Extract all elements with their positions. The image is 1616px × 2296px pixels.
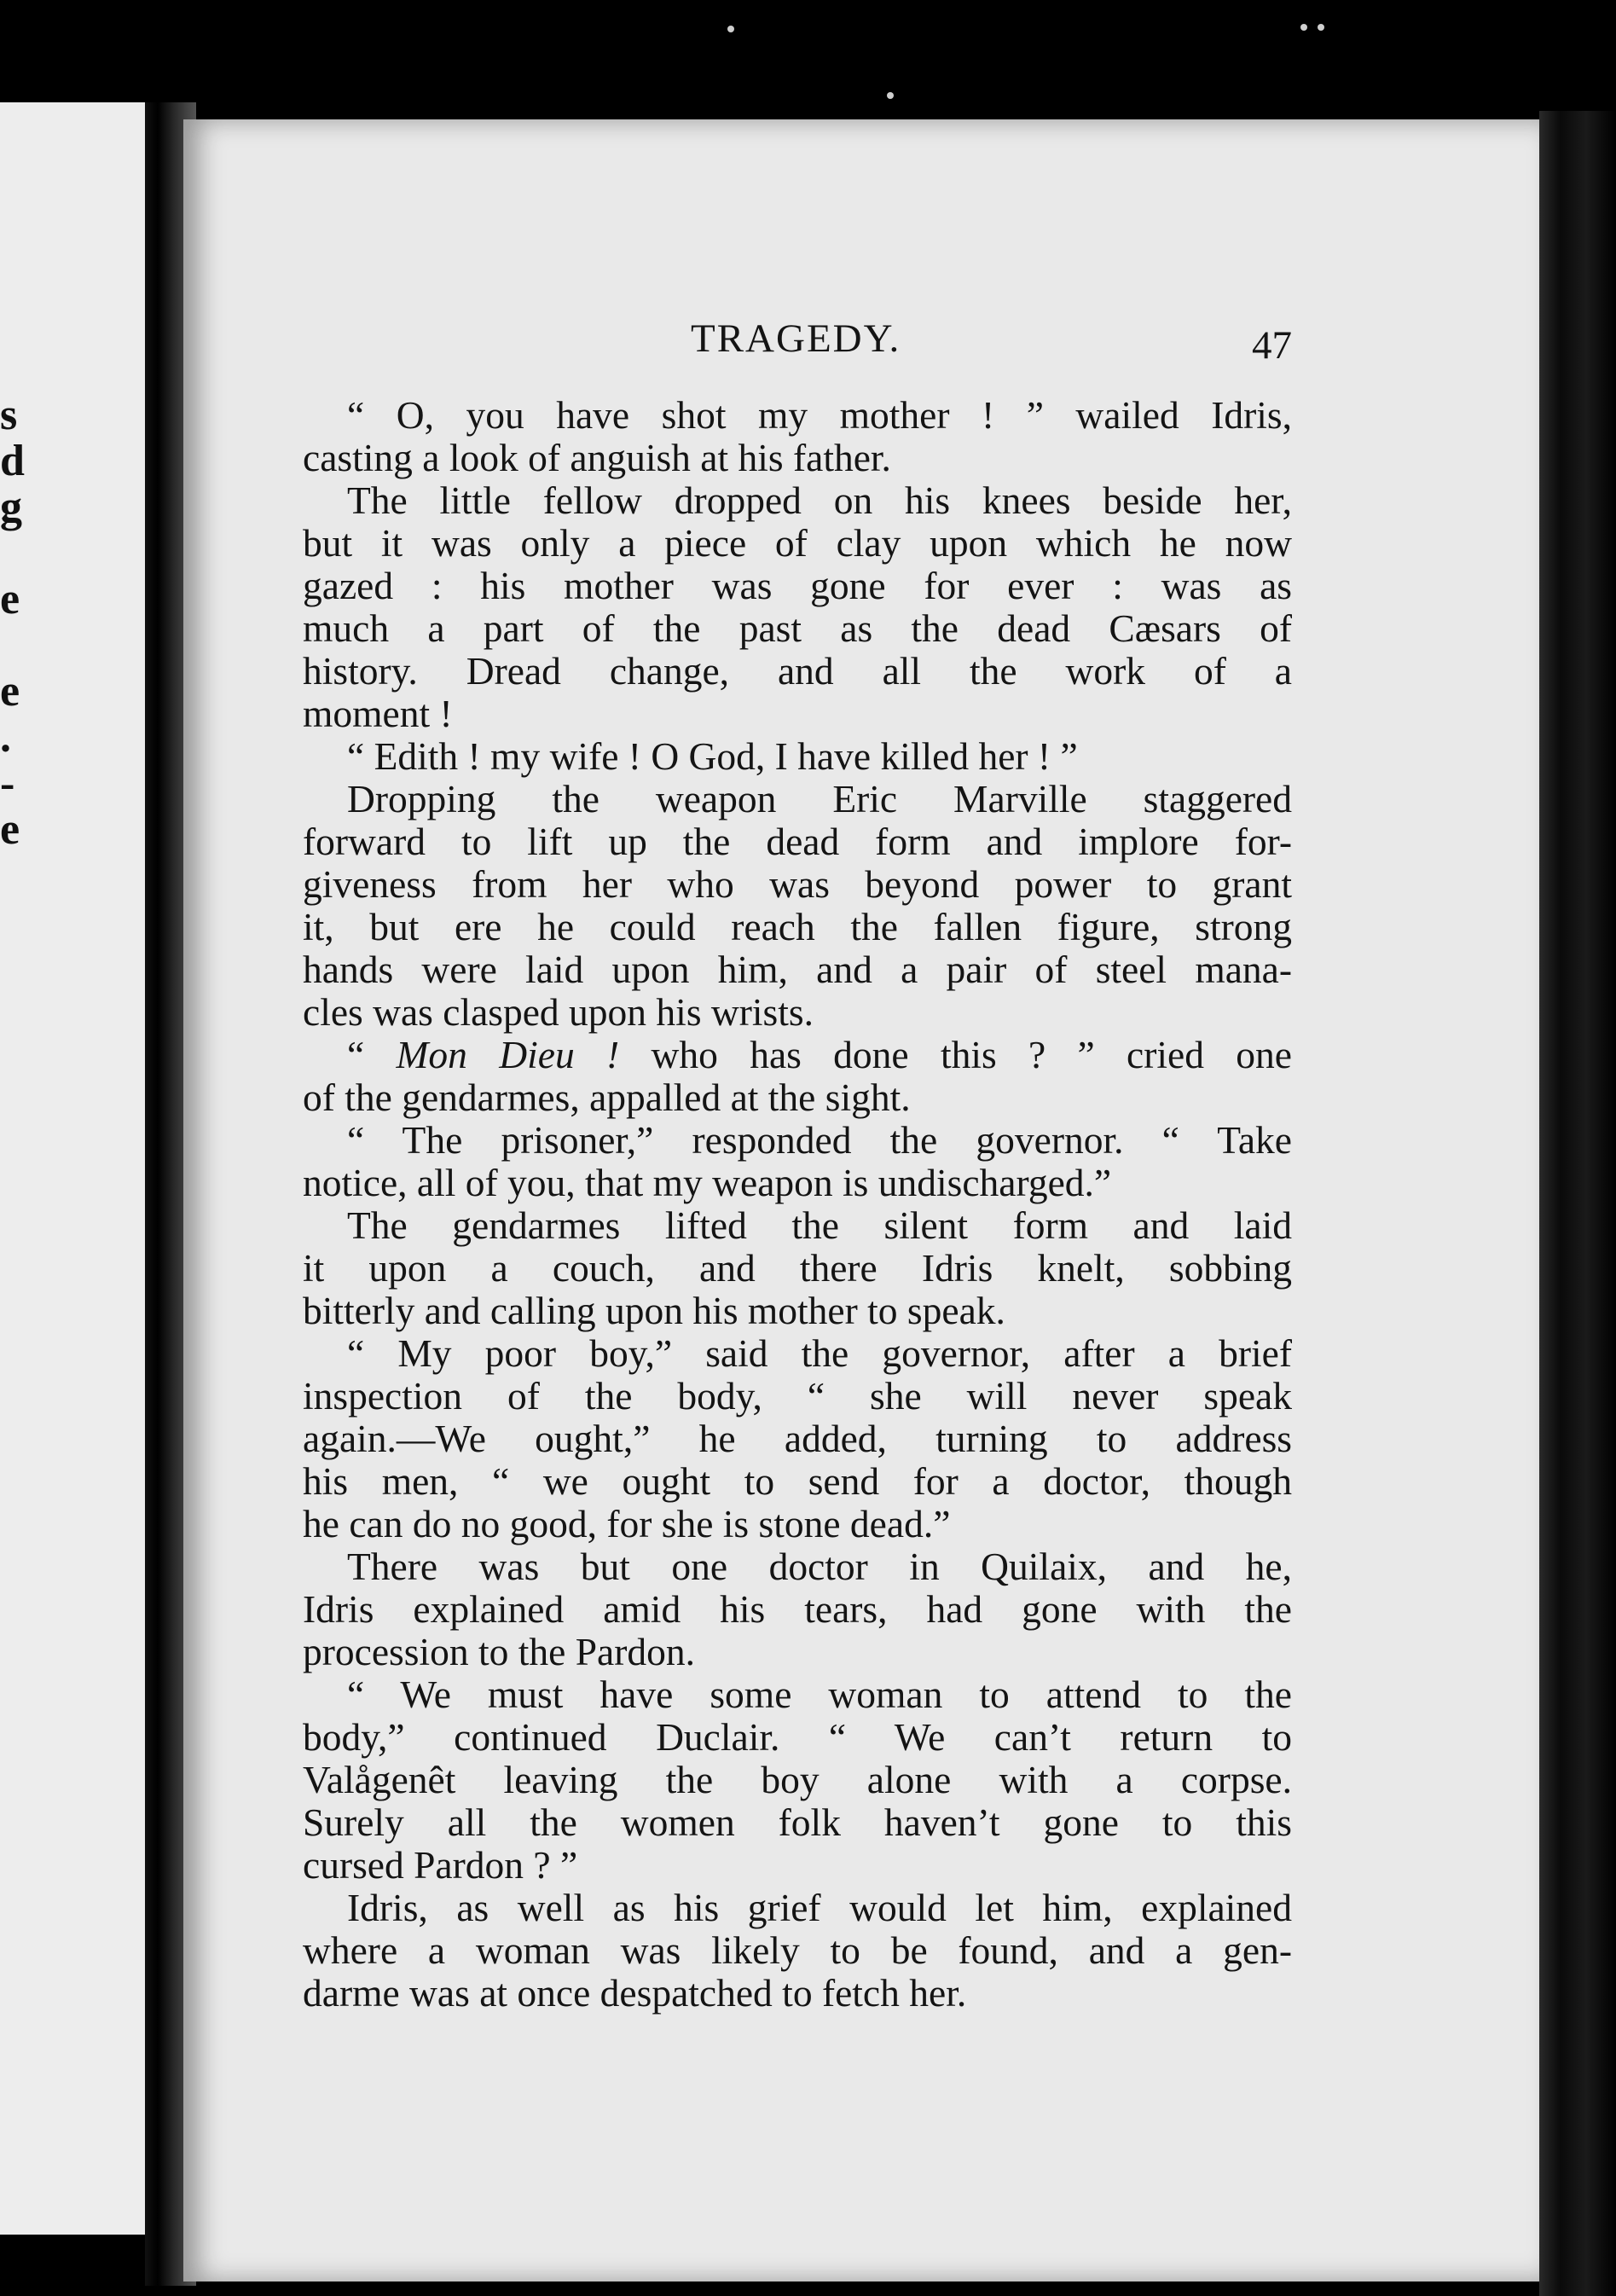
text-line: darme was at once despatched to fetch her. [303,1972,967,2015]
body-text [303,394,1292,2015]
text-line: The gendarmes lifted the silent form and laid [347,1204,1292,1247]
edge-letter: e [0,575,20,623]
text-line: moment ! [303,693,453,735]
edge-letter: d [0,437,25,485]
text-line: “ Edith ! my wife ! O God, I have killed her ! ” [347,735,1078,778]
text-line: “ My poor boy,” said the governor, after a brief [347,1332,1292,1375]
text-line: “ The prisoner,” responded the governor. “ Take [347,1119,1292,1162]
scan-background-top [0,0,1616,111]
text-line: bitterly and calling upon his mother to speak. [303,1290,1005,1332]
text-line: The little fellow dropped on his knees beside her, [347,479,1292,522]
edge-letter: e [0,805,20,854]
text-line: inspection of the body, “ she will never speak [303,1375,1292,1418]
running-title: TRAGEDY. [691,316,901,361]
text-line: cursed Pardon ? ” [303,1844,578,1887]
text-line: history. Dread change, and all the work of a [303,650,1292,693]
text-line: gazed : his mother was gone for ever : was as [303,565,1292,607]
dust-speck [1318,24,1324,31]
text-line: giveness from her who was beyond power to grant [303,863,1292,906]
previous-page-edge [0,102,145,2235]
page-header [303,316,1292,367]
text-line: his men, “ we ought to send for a doctor, though [303,1460,1292,1503]
text-line [303,1034,1292,1076]
text-run: “ [347,1034,397,1076]
italic-phrase: Mon Dieu ! [396,1034,620,1076]
text-line: “ O, you have shot my mother ! ” wailed Idris, [347,394,1292,437]
text-line: Dropping the weapon Eric Marville staggered [347,778,1292,820]
text-line: Surely all the women folk haven’t gone to this [303,1801,1292,1844]
text-line: it, but ere he could reach the fallen figure, strong [303,906,1292,948]
dust-speck [1300,24,1307,31]
text-line: where a woman was likely to be found, and a gen- [303,1929,1292,1972]
text-line: hands were laid upon him, and a pair of steel mana- [303,948,1292,991]
text-line: he can do no good, for she is stone dead.” [303,1503,951,1545]
edge-letter: g [0,483,22,531]
edge-letter: s [0,391,18,439]
dust-speck [887,92,894,99]
edge-letter: e [0,667,20,716]
edge-letter: . [0,713,11,762]
text-run: who has done this ? ” cried one [619,1034,1292,1076]
text-line: again.—We ought,” he added, turning to address [303,1418,1292,1460]
text-line: but it was only a piece of clay upon which he now [303,522,1292,565]
edge-letter: - [0,759,15,808]
text-line: notice, all of you, that my weapon is undischarged.” [303,1162,1112,1204]
text-line: casting a look of anguish at his father. [303,437,891,479]
text-line: much a part of the past as the dead Cæsars of [303,607,1292,650]
text-line: body,” continued Duclair. “ We can’t return to [303,1716,1292,1759]
text-line: Idris explained amid his tears, had gone with the [303,1588,1292,1631]
text-line: Idris, as well as his grief would let him, explained [347,1887,1292,1929]
text-line: cles was clasped upon his wrists. [303,991,814,1034]
dust-speck [727,26,734,32]
page-number: 47 [1252,323,1292,368]
text-line: forward to lift up the dead form and implore for- [303,820,1292,863]
text-line: Valågenêt leaving the boy alone with a corpse. [303,1759,1292,1801]
text-line: it upon a couch, and there Idris knelt, sobbing [303,1247,1292,1290]
text-line: of the gendarmes, appalled at the sight. [303,1076,911,1119]
page-right-edge [1539,111,1616,2296]
text-line: procession to the Pardon. [303,1631,695,1673]
text-line: There was but one doctor in Quilaix, and he, [347,1545,1292,1588]
previous-page-letters [0,391,25,854]
text-line: “ We must have some woman to attend to the [347,1673,1292,1716]
